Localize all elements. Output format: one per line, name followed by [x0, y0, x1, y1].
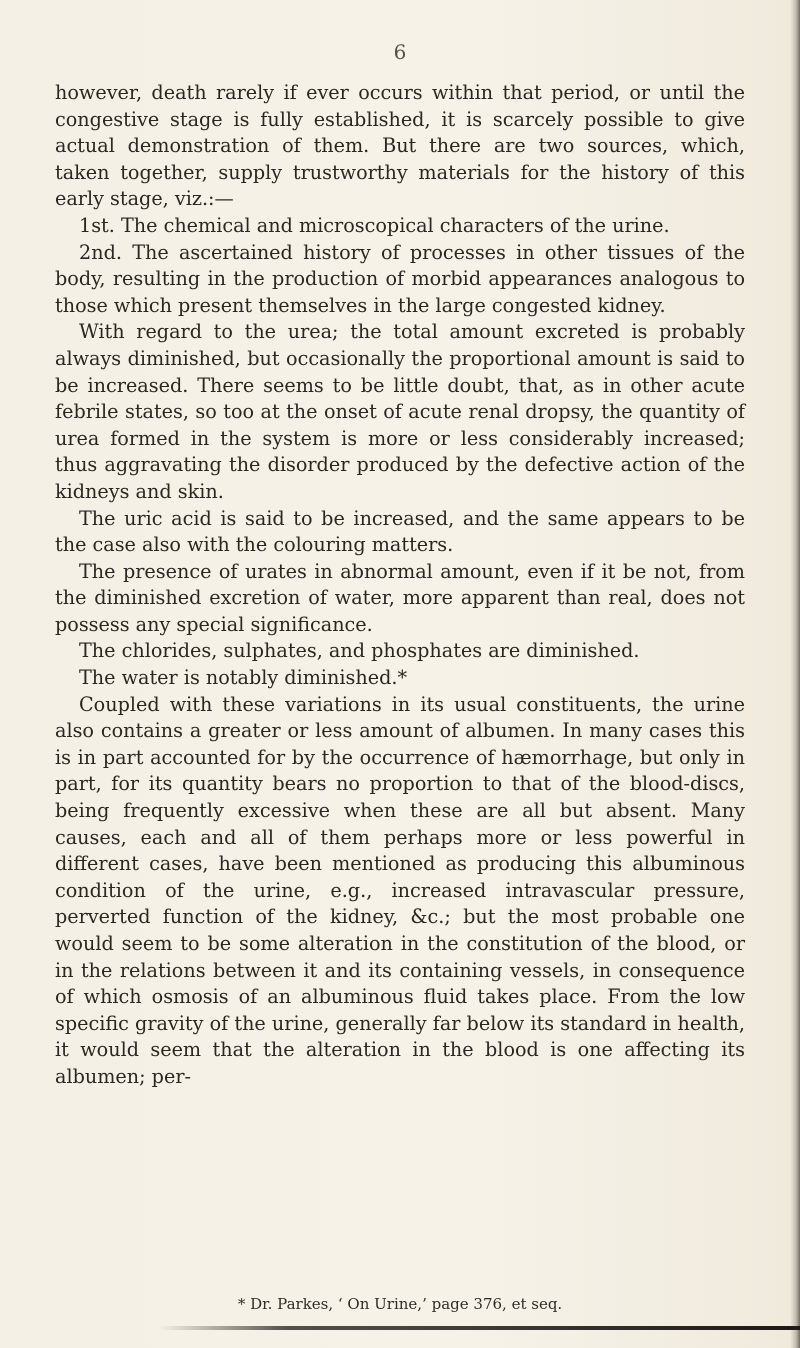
body-text: [55, 80, 745, 1091]
page-bottom-shadow: [160, 1326, 800, 1330]
paragraph-urea: With regard to the urea; the total amount excreted is probably always diminished, but occasionally the proportional amount is said to be increased. There seems to be little doubt, that, as in other acute febrile states, so too at the onset of acute renal dropsy, the quantity of urea formed in the system is more or less considerably increased; thus aggravating the disorder produced by the defective action of the kidneys and skin.: [55, 320, 745, 503]
paragraph-water: The water is notably diminished.*: [79, 666, 408, 690]
paragraph-second-source: 2nd. The ascertained history of processes in other tissues of the body, resulting in the production of morbid appearances analogous to those which present themselves in the large congested kidney.: [55, 240, 745, 317]
paragraph-first-source: 1st. The chemical and microscopical characters of the urine.: [79, 213, 670, 237]
paragraph-albumen: Coupled with these variations in its usual constituents, the urine also contains a greater or less amount of albumen. In many cases this is in part accounted for by the occurrence of hæmorrhage, but only in part, for its quantity bears no proportion to that of the blood-discs, being frequently excessive when these are all but absent. Many causes, each and all of them perhaps more or less powerful in different cases, have been mentioned as producing this albuminous condition of the urine, e.g., increased intravascular pressure, perverted function of the kidney, &c.; but the most probable one would seem to be some alteration in the constitution of the blood, or in the relations between it and its containing vessels, in consequence of which osmosis of an albuminous fluid takes place. From the low specific gravity of the urine, generally far below its standard in health, it would seem that the alteration in the blood is one affecting its albumen; per-: [55, 692, 745, 1088]
paragraph-continuation: however, death rarely if ever occurs within that period, or until the congestive stage is fully established, it is scarcely possible to give actual demonstration of them. But there are two sources, which, taken together, supply trustworthy materials for the history of this early stage, viz.:—: [55, 81, 745, 211]
page-edge-shadow: [790, 0, 800, 1348]
paragraph-chlorides: The chlorides, sulphates, and phosphates are diminished.: [79, 639, 640, 663]
page-number: 6: [393, 40, 407, 64]
paragraph-uric-acid: The uric acid is said to be increased, and the same appears to be the case also with the colouring matters.: [55, 506, 745, 557]
paragraph-urates: The presence of urates in abnormal amount, even if it be not, from the diminished excretion of water, more apparent than real, does not possess any special significance.: [55, 559, 745, 636]
footnote: * Dr. Parkes, ‘ On Urine,’ page 376, et seq.: [237, 1295, 563, 1313]
